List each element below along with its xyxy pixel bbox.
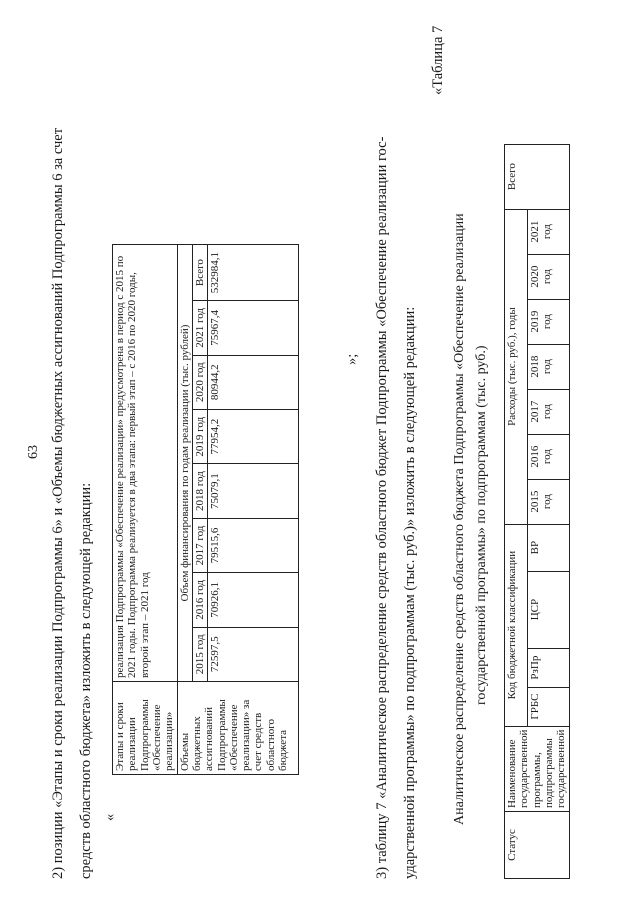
- year-cell: 2018 год: [192, 464, 207, 518]
- expenses-header: Расходы (тыс. руб.), годы: [505, 209, 528, 524]
- total-header-cell: Всего: [192, 245, 207, 301]
- stages-text: реализация Подпрограммы «Обеспечение реализации» предусмотрена в период с 2015 по 2021 годы. Подпрограмма реализуется в два этапа: первый этап – с 2016 по 2020 годы, второй этап – 2021 год: [113, 245, 178, 682]
- code-col-csr: ЦСР: [528, 571, 570, 648]
- item3-line1: 3) таблицу 7 «Аналитическое распределение средств областного бюджет Подпрограммы «Обеспечение реализации гос-: [374, 136, 390, 879]
- year-cell: 2016 год: [192, 573, 207, 627]
- value-cell: 70926,1: [208, 573, 299, 627]
- code-col-vr: ВР: [528, 524, 570, 571]
- name-header: Наименование государственной программы, подпрограммы государственной: [505, 726, 570, 811]
- year-col: 2015 год: [528, 479, 570, 524]
- value-cell: 72597,5: [208, 627, 299, 681]
- year-col: 2020 год: [528, 254, 570, 299]
- year-col: 2016 год: [528, 434, 570, 479]
- year-col: 2018 год: [528, 344, 570, 389]
- year-col: 2019 год: [528, 299, 570, 344]
- value-cell: 75967,4: [208, 301, 299, 355]
- year-cell: 2015 год: [192, 627, 207, 681]
- table7-caption-line1: Аналитическое распределение средств областного бюджета Подпрограммы «Обеспечение реализации: [452, 213, 467, 825]
- item2-line2: средств областного бюджета» изложить в следующей редакции:: [78, 482, 94, 879]
- open-quote: «: [102, 813, 118, 821]
- stages-label: Этапы и сроки реализации Подпрограммы «Обеспечение реализации»: [113, 682, 178, 775]
- year-col: 2021 год: [528, 209, 570, 254]
- status-header: Статус: [505, 812, 570, 879]
- total-value-cell: 532984,1: [208, 245, 299, 301]
- value-cell: 77954,2: [208, 409, 299, 463]
- value-cell: 79515,6: [208, 518, 299, 572]
- code-col-grbs: ГРБС: [528, 687, 570, 726]
- volumes-label: Объемы бюджетных ассигнований Подпрограммы «Обеспечение реализации» за счет средств областного бюджета: [177, 682, 299, 775]
- financing-header: Объем финансирования по годам реализации (тыс. рублей): [177, 245, 192, 682]
- total-header: Всего: [505, 144, 570, 209]
- year-col: 2017 год: [528, 389, 570, 434]
- item3-line2: ударственной программы» по подпрограммам (тыс. руб.)» изложить в следующей редакции:: [402, 306, 418, 879]
- subprogram-passport-table: [112, 244, 299, 775]
- value-cell: 80944,2: [208, 355, 299, 409]
- year-cell: 2021 год: [192, 301, 207, 355]
- year-cell: 2019 год: [192, 409, 207, 463]
- code-col-rzpr: РзПр: [528, 648, 570, 687]
- table7-label: «Таблица 7: [430, 25, 446, 95]
- table7-caption-line2: государственной программы» по подпрограммам (тыс. руб.): [474, 345, 489, 705]
- code-header: Код бюджетной классификации: [505, 524, 528, 726]
- page-number: 63: [26, 445, 41, 459]
- table6-closing: »;: [344, 353, 360, 365]
- analytic-distribution-table: [504, 144, 570, 879]
- item2-line1: 2) позиции «Этапы и сроки реализации Подпрограммы 6» и «Объемы бюджетных ассигнований Подпрограммы 6 за счет: [50, 127, 66, 879]
- year-cell: 2020 год: [192, 355, 207, 409]
- value-cell: 75079,1: [208, 464, 299, 518]
- year-cell: 2017 год: [192, 518, 207, 572]
